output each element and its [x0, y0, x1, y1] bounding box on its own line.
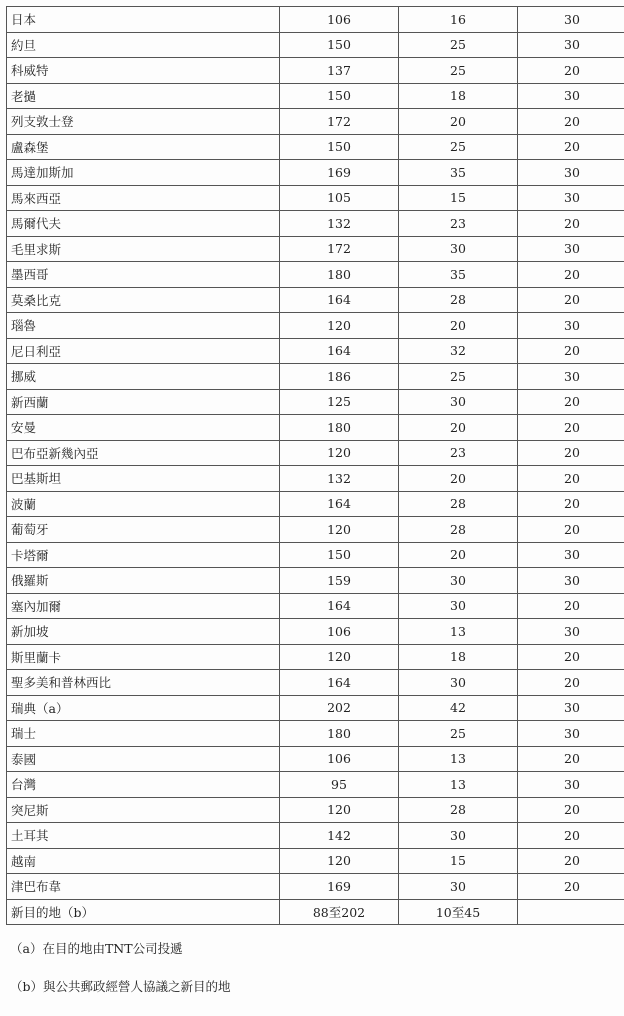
value-cell: 25 — [399, 721, 518, 747]
table-row — [7, 313, 624, 339]
value-cell: 30 — [518, 83, 624, 109]
table-row — [7, 670, 624, 696]
value-cell: 150 — [280, 134, 399, 160]
value-cell: 32 — [399, 338, 518, 364]
destination-cell: 台灣 — [7, 772, 280, 798]
table-row — [7, 389, 624, 415]
table-row — [7, 746, 624, 772]
value-cell: 30 — [399, 670, 518, 696]
value-cell: 20 — [518, 440, 624, 466]
value-cell: 30 — [518, 619, 624, 645]
value-cell: 20 — [518, 797, 624, 823]
destination-cell: 斯里蘭卡 — [7, 644, 280, 670]
table-row — [7, 644, 624, 670]
destination-cell: 瑞典（a） — [7, 695, 280, 721]
value-cell: 18 — [399, 644, 518, 670]
value-cell: 15 — [399, 848, 518, 874]
value-cell: 164 — [280, 491, 399, 517]
table-row — [7, 491, 624, 517]
value-cell: 30 — [399, 593, 518, 619]
value-cell: 180 — [280, 415, 399, 441]
value-cell: 23 — [399, 440, 518, 466]
value-cell: 25 — [399, 32, 518, 58]
value-cell: 20 — [518, 134, 624, 160]
footnote-b: （b）與公共郵政經營人協議之新目的地 — [10, 978, 231, 996]
table-row — [7, 160, 624, 186]
destination-cell: 日本 — [7, 7, 280, 33]
destination-cell: 新西蘭 — [7, 389, 280, 415]
value-cell: 20 — [399, 313, 518, 339]
value-cell: 25 — [399, 58, 518, 84]
value-cell: 13 — [399, 746, 518, 772]
value-cell: 30 — [518, 695, 624, 721]
destination-cell: 瑙魯 — [7, 313, 280, 339]
value-cell: 20 — [518, 874, 624, 900]
destination-cell: 俄羅斯 — [7, 568, 280, 594]
value-cell: 169 — [280, 160, 399, 186]
value-cell: 150 — [280, 542, 399, 568]
value-cell: 28 — [399, 491, 518, 517]
value-cell: 120 — [280, 797, 399, 823]
destination-cell: 泰國 — [7, 746, 280, 772]
value-cell: 164 — [280, 670, 399, 696]
destination-cell: 聖多美和普林西比 — [7, 670, 280, 696]
table-row — [7, 848, 624, 874]
value-cell: 132 — [280, 211, 399, 237]
value-cell: 30 — [399, 874, 518, 900]
destination-cell: 馬來西亞 — [7, 185, 280, 211]
table-row — [7, 823, 624, 849]
value-cell: 13 — [399, 772, 518, 798]
value-cell: 30 — [518, 185, 624, 211]
value-cell: 120 — [280, 313, 399, 339]
value-cell: 15 — [399, 185, 518, 211]
value-cell: 28 — [399, 797, 518, 823]
value-cell: 42 — [399, 695, 518, 721]
footnotes — [10, 940, 231, 1016]
destination-cell: 越南 — [7, 848, 280, 874]
value-cell: 30 — [399, 389, 518, 415]
value-cell: 164 — [280, 338, 399, 364]
table-row — [7, 134, 624, 160]
destination-cell: 約旦 — [7, 32, 280, 58]
destination-cell: 津巴布韋 — [7, 874, 280, 900]
value-cell: 180 — [280, 721, 399, 747]
value-cell: 25 — [399, 134, 518, 160]
value-cell: 28 — [399, 287, 518, 313]
value-cell: 20 — [518, 823, 624, 849]
value-cell: 20 — [399, 109, 518, 135]
value-cell: 20 — [518, 670, 624, 696]
destination-cell: 巴布亞新幾內亞 — [7, 440, 280, 466]
table-row — [7, 211, 624, 237]
table-row — [7, 287, 624, 313]
destination-cell: 墨西哥 — [7, 262, 280, 288]
value-cell: 20 — [518, 491, 624, 517]
value-cell: 30 — [518, 568, 624, 594]
destination-cell: 波蘭 — [7, 491, 280, 517]
value-cell: 10至45 — [399, 899, 518, 925]
table-row — [7, 874, 624, 900]
table-row — [7, 466, 624, 492]
table-row — [7, 593, 624, 619]
value-cell: 120 — [280, 644, 399, 670]
destination-cell: 毛里求斯 — [7, 236, 280, 262]
value-cell: 20 — [518, 746, 624, 772]
destination-cell: 突尼斯 — [7, 797, 280, 823]
value-cell: 150 — [280, 32, 399, 58]
value-cell: 20 — [518, 593, 624, 619]
table-row — [7, 772, 624, 798]
table-row — [7, 619, 624, 645]
value-cell: 16 — [399, 7, 518, 33]
table-row — [7, 568, 624, 594]
rates-table-body — [7, 7, 624, 925]
table-row — [7, 364, 624, 390]
value-cell: 20 — [518, 211, 624, 237]
value-cell: 150 — [280, 83, 399, 109]
table-row — [7, 415, 624, 441]
value-cell: 164 — [280, 593, 399, 619]
value-cell: 20 — [399, 415, 518, 441]
destination-cell: 葡萄牙 — [7, 517, 280, 543]
destination-cell: 新目的地（b） — [7, 899, 280, 925]
value-cell: 105 — [280, 185, 399, 211]
table-row — [7, 899, 624, 925]
rates-table — [6, 6, 624, 925]
value-cell: 172 — [280, 236, 399, 262]
destination-cell: 巴基斯坦 — [7, 466, 280, 492]
value-cell: 20 — [518, 466, 624, 492]
table-row — [7, 185, 624, 211]
table-row — [7, 262, 624, 288]
destination-cell: 盧森堡 — [7, 134, 280, 160]
table-row — [7, 236, 624, 262]
table-row — [7, 721, 624, 747]
table-row — [7, 517, 624, 543]
value-cell: 18 — [399, 83, 518, 109]
table-row — [7, 440, 624, 466]
destination-cell: 新加坡 — [7, 619, 280, 645]
table-row — [7, 83, 624, 109]
value-cell: 30 — [518, 721, 624, 747]
destination-cell: 科威特 — [7, 58, 280, 84]
value-cell: 20 — [518, 338, 624, 364]
destination-cell: 塞內加爾 — [7, 593, 280, 619]
value-cell: 20 — [518, 287, 624, 313]
value-cell: 137 — [280, 58, 399, 84]
value-cell: 30 — [518, 160, 624, 186]
value-cell: 20 — [518, 848, 624, 874]
value-cell: 25 — [399, 364, 518, 390]
value-cell: 106 — [280, 746, 399, 772]
value-cell: 20 — [518, 389, 624, 415]
destination-cell: 瑞士 — [7, 721, 280, 747]
value-cell: 180 — [280, 262, 399, 288]
value-cell: 30 — [518, 32, 624, 58]
value-cell: 30 — [399, 568, 518, 594]
value-cell: 186 — [280, 364, 399, 390]
value-cell: 28 — [399, 517, 518, 543]
value-cell: 20 — [518, 517, 624, 543]
table-row — [7, 7, 624, 33]
footnote-a: （a）在目的地由TNT公司投遞 — [10, 940, 231, 958]
value-cell: 164 — [280, 287, 399, 313]
value-cell: 120 — [280, 440, 399, 466]
table-row — [7, 695, 624, 721]
value-cell: 20 — [518, 415, 624, 441]
value-cell: 30 — [518, 7, 624, 33]
value-cell: 120 — [280, 517, 399, 543]
value-cell: 132 — [280, 466, 399, 492]
value-cell: 95 — [280, 772, 399, 798]
value-cell: 20 — [518, 58, 624, 84]
table-row — [7, 58, 624, 84]
destination-cell: 卡塔爾 — [7, 542, 280, 568]
value-cell: 30 — [399, 236, 518, 262]
value-cell: 20 — [399, 542, 518, 568]
value-cell: 159 — [280, 568, 399, 594]
table-row — [7, 542, 624, 568]
value-cell: 30 — [518, 364, 624, 390]
value-cell: 20 — [399, 466, 518, 492]
table-row — [7, 109, 624, 135]
value-cell: 142 — [280, 823, 399, 849]
value-cell: 202 — [280, 695, 399, 721]
value-cell: 106 — [280, 7, 399, 33]
value-cell: 13 — [399, 619, 518, 645]
destination-cell: 馬爾代夫 — [7, 211, 280, 237]
value-cell: 20 — [518, 262, 624, 288]
destination-cell: 馬達加斯加 — [7, 160, 280, 186]
value-cell: 125 — [280, 389, 399, 415]
value-cell: 30 — [518, 772, 624, 798]
value-cell: 88至202 — [280, 899, 399, 925]
value-cell: 30 — [518, 236, 624, 262]
destination-cell: 安曼 — [7, 415, 280, 441]
value-cell: 20 — [518, 644, 624, 670]
table-row — [7, 338, 624, 364]
value-cell: 172 — [280, 109, 399, 135]
destination-cell: 土耳其 — [7, 823, 280, 849]
value-cell: 23 — [399, 211, 518, 237]
value-cell: 30 — [518, 542, 624, 568]
destination-cell: 尼日利亞 — [7, 338, 280, 364]
destination-cell: 莫桑比克 — [7, 287, 280, 313]
value-cell: 120 — [280, 848, 399, 874]
value-cell: 35 — [399, 160, 518, 186]
destination-cell: 列支敦士登 — [7, 109, 280, 135]
destination-cell: 挪威 — [7, 364, 280, 390]
value-cell: 35 — [399, 262, 518, 288]
destination-cell: 老撾 — [7, 83, 280, 109]
value-cell — [518, 899, 624, 925]
value-cell: 169 — [280, 874, 399, 900]
value-cell: 30 — [399, 823, 518, 849]
table-row — [7, 32, 624, 58]
value-cell: 30 — [518, 313, 624, 339]
value-cell: 20 — [518, 109, 624, 135]
table-row — [7, 797, 624, 823]
value-cell: 106 — [280, 619, 399, 645]
